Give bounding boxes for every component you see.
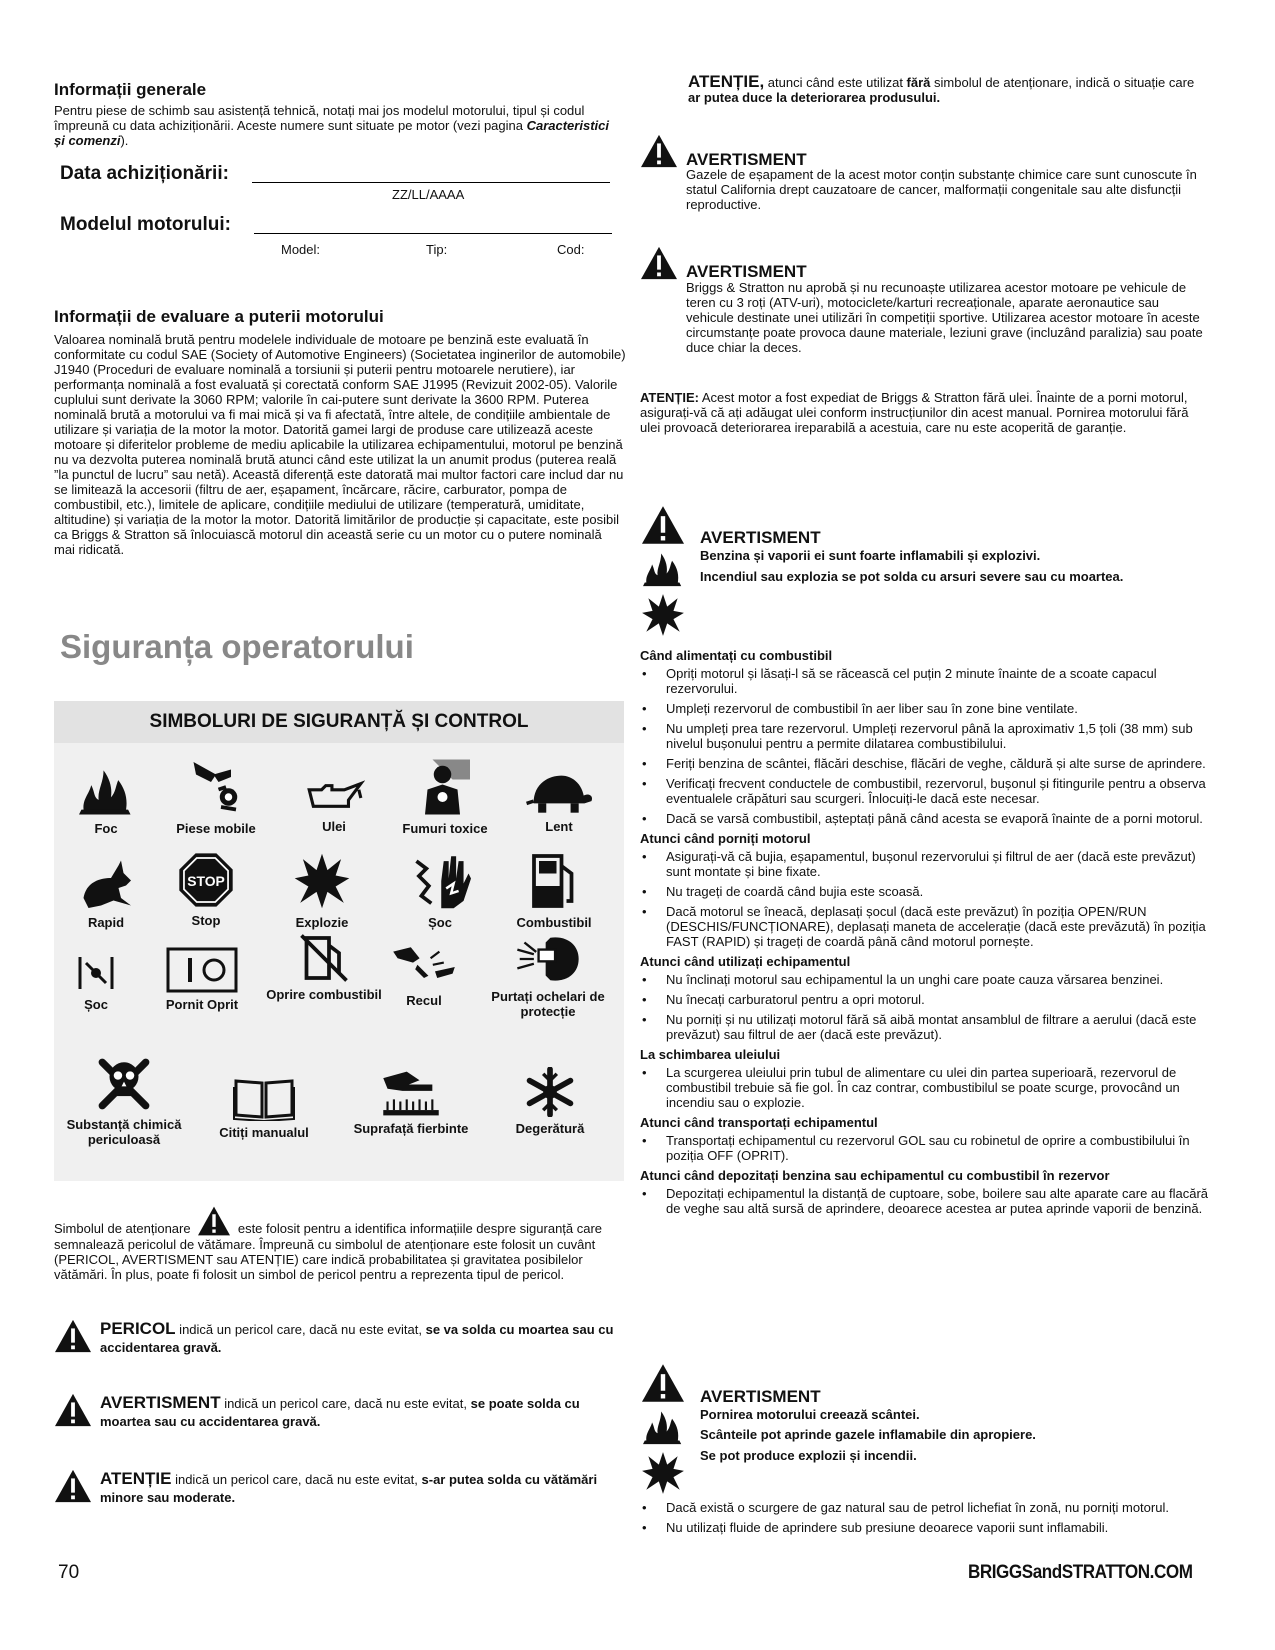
manual-book-icon	[232, 1077, 296, 1121]
fuel-shutoff-icon	[299, 933, 349, 983]
list-item: • Nu trageți de coardă când bujia este scoasă.	[640, 884, 1210, 899]
electric-shock-icon	[409, 851, 471, 911]
warning4-title: AVERTISMENT	[700, 1387, 821, 1406]
group-oil-title: La schimbarea uleiului	[640, 1047, 781, 1062]
group-start-list	[640, 849, 1210, 949]
alert-symbol-text: Simbolul de atenționare este folosit pentru a identifica informațiile despre siguranță care semnalează pericolul de vătămare. Împreună cu simbolul de atenționare este folosit un cuvânt (PERICOL, AVERTISMENT sau ATENȚIE) care indică probabilitatea și gravitatea posibilelor vătămări. În plus, poate fi folosit un simbol de pericol pentru a reprezenta tipul de pericol.	[54, 1205, 622, 1282]
group-start-title: Atunci când porniți motorul	[640, 831, 811, 846]
warning4-explosion-icon	[640, 1450, 686, 1496]
list-item: • Asigurați-vă că bujia, eșapamentul, bușonul rezervorului și filtrul de aer (dacă este prevăzut) sunt montate și bine fixate.	[640, 849, 1210, 879]
list-item: • Nu umpleți prea tare rezervorul. Umpleți rezervorul până la aproximativ 1,5 țoli (38 mm) sub nivelul bușonului pentru a permite dilatarea combustibilului.	[640, 721, 1210, 751]
symbol-eye-protection: Purtați ochelari de protecție	[474, 933, 622, 1019]
oil-caution: ATENȚIE: Acest motor a fost expediat de Briggs & Stratton fără ulei. Înainte de a porni motorul, asigurați-vă că ați adăugat ulei conform instrucțiunilor din acest manual. Pornirea motorului fără ulei provoacă deteriorarea ireparabilă a acestuia, care nu este acoperită de garanție.	[640, 390, 1189, 435]
purchase-date-label: Data achiziționării:	[60, 163, 229, 184]
group-refuel-title: Când alimentați cu combustibil	[640, 648, 833, 663]
warning3-fire-icon	[640, 548, 686, 588]
list-item: • Nu înecați carburatorul pentru a opri motorul.	[640, 992, 1210, 1007]
group-storage-title: Atunci când depozitați benzina sau echipamentul cu combustibil în rezervor	[640, 1168, 1110, 1183]
warning4-fire-icon	[640, 1406, 686, 1446]
caution-no-alert: ATENȚIE, atunci când este utilizat fără simbolul de atenționare, indică o situație care ar putea duce la deteriorarea produsului.	[688, 72, 1195, 105]
explosion-icon	[292, 851, 352, 911]
on-off-icon	[166, 947, 238, 993]
snowflake-icon	[525, 1067, 575, 1117]
warning1-title: AVERTISMENT	[686, 150, 807, 169]
warning4-line1: Pornirea motorului creează scântei.	[700, 1407, 920, 1422]
alert-symbol-icon	[196, 1205, 232, 1237]
hot-surface-icon	[379, 1069, 443, 1117]
group-oil-list	[640, 1065, 1210, 1110]
symbol-moving-parts: Piese mobile	[164, 757, 268, 836]
list-item: • Nu înclinați motorul sau echipamentul la un unghi care poate cauza vărsarea benzinei.	[640, 972, 1210, 987]
symbol-fuel: Combustibil	[492, 851, 616, 930]
skull-crossbones-icon	[95, 1055, 153, 1113]
warning2-text: Briggs & Stratton nu aprobă și nu recunoaște utilizarea acestor motoare pe vehicule de teren cu 3 roți (ATV-uri), motociclete/karturi recreaționale, aparate aeronautice sau vehicule destinate unei utilizări în competiții sportive. Utilizarea acestor motoare în aceste circumstanțe poate provoca daune materiale, leziuni grave (incluzând paralizia) sau poate duce chiar la deces.	[686, 280, 1203, 355]
warning1-alert-icon	[640, 133, 678, 169]
rating-text: Valoarea nominală brută pentru modelele individuale de motoare pe benzină este evaluată în conformitate cu codul SAE (Society of Automotive Engineers) (Societatea inginerilor de automobile) J1940 (Proceduri de evaluare nominală a torsiunii și puterii pentru motoarele nerutiere), iar performanța nominală a fost evaluată și corectată conform SAE J1995 (Revizuit 2002-05). Valorile cuplului sunt derivate la 3060 RPM; valorile în cai-putere sunt derivate la 3600 RPM. Puterea nominală brută a motorului va fi mai mică și va fi afectată, între altele, de condițiile ambientale de utilizare și variația de la motor la motor. Datorită gamei largi de produse care utilizează aceste motoare și diferitelor probleme de mediu aplicabile la utilizarea echipamentului, motorul pe benzină nu va dezvolta puterea nominală brută atunci când este utilizat la un anumit produs (puterea reală ”la punctul de lucru” sau netă). Această diferență este datorată mai multor factori care includ dar nu se limitează la accesorii (filtru de aer, eșapament, încărcare, răcire, carburator, pompa de combustibil, etc.), limitele de aplicare, condițiile mediului de utilizare (temperatură, umiditate, altitudine) și variația de la motor la motor. Datorită limitărilor de producție și capacitate, este posibil ca Briggs & Stratton să înlocuiască motorul din această serie cu un motor cu o putere nominală mai ridicată.	[54, 332, 626, 557]
symbol-stop: STOP Stop	[154, 851, 258, 928]
oil-can-icon	[303, 779, 365, 815]
warning3-line2: Incendiul sau explozia se pot solda cu arsuri severe sau cu moartea.	[700, 569, 1124, 584]
model-sublabel: Model:	[281, 242, 321, 257]
symbols-header: SIMBOLURI DE SIGURANȚĂ ȘI CONTROL	[54, 701, 624, 743]
group-operate-title: Atunci când utilizați echipamentul	[640, 954, 851, 969]
warning2-title: AVERTISMENT	[686, 262, 807, 281]
symbol-toxic-fumes: Fumuri toxice	[389, 757, 501, 836]
general-text: Pentru piese de schimb sau asistență tehnică, notați mai jos modelul motorului, tipul și codul împreună cu data achiziționării. Aceste numere sunt situate pe motor (vezi pagina Caracteristici și comenzi).	[54, 103, 609, 148]
choke-icon	[76, 953, 116, 993]
fire-icon	[74, 763, 138, 817]
date-format: ZZ/LL/AAAA	[392, 187, 465, 202]
symbol-shock: Șoc	[390, 851, 490, 930]
group-storage-list	[640, 1186, 1210, 1216]
warning4-line2: Scânteile pot aprinde gazele inflamabile din apropiere.	[700, 1427, 1036, 1442]
group-transport-list	[640, 1133, 1210, 1163]
list-item: • Dacă există o scurgere de gaz natural sau de petrol lichefiat în zonă, nu porniți motorul.	[640, 1500, 1210, 1515]
warning2-alert-icon	[640, 245, 678, 281]
stop-sign-icon	[177, 851, 235, 909]
symbol-fire: Foc	[54, 763, 158, 836]
engine-model-label: Modelul motorului:	[60, 214, 231, 235]
list-item: • La scurgerea uleiului prin tubul de alimentare cu ulei din partea superioară, rezervorul de combustibil trebuie să fie gol. În caz contrar, combustibilul se poate scurge, provocând un incendiu sau o explozie.	[640, 1065, 1210, 1110]
fuel-pump-icon	[529, 851, 579, 911]
warning3-title: AVERTISMENT	[700, 528, 821, 547]
list-item: • Opriți motorul și lăsați-l să se răcească cel puțin 2 minute înainte de a scoate capacul rezervorului.	[640, 666, 1210, 696]
caution-alert-icon	[54, 1468, 92, 1504]
symbol-choke: Șoc	[54, 953, 138, 1012]
engine-model-line	[254, 233, 612, 234]
svg-text:STOP: STOP	[187, 872, 225, 889]
final-list	[640, 1500, 1210, 1540]
warning3-line1: Benzina și vaporii ei sunt foarte inflamabili și explozivi.	[700, 548, 1041, 563]
rabbit-icon	[76, 855, 136, 911]
code-sublabel: Cod:	[557, 242, 585, 257]
safety-groups	[640, 646, 1210, 1221]
symbol-slow: Lent	[509, 771, 609, 834]
page-number: 70	[58, 1562, 80, 1583]
moving-parts-icon	[188, 757, 244, 817]
list-item: • Depozitați echipamentul la distanță de cuptoare, sobe, boilere sau alte aparate care au flacără de veghe sau altă sursă de aprindere, deoarece acestea ar putea aprinde vaporii de benzină.	[640, 1186, 1210, 1216]
rating-title: Informații de evaluare a puterii motorului	[54, 307, 384, 326]
safety-goggles-icon	[515, 933, 581, 985]
toxic-fumes-icon	[415, 757, 475, 817]
kickback-icon	[391, 945, 457, 989]
list-item: • Nu utilizați fluide de aprindere sub presiune deoarece vaporii sunt inflamabili.	[640, 1520, 1210, 1535]
symbols-panel	[54, 701, 624, 1181]
symbol-fast: Rapid	[54, 855, 158, 930]
warning3-alert-icon	[640, 504, 686, 546]
symbol-on-off: Pornit Oprit	[148, 947, 256, 1012]
warning-alert-icon	[54, 1392, 92, 1428]
general-title: Informații generale	[54, 80, 207, 99]
turtle-icon	[524, 771, 594, 815]
group-operate-list	[640, 972, 1210, 1042]
symbol-explosion: Explozie	[270, 851, 374, 930]
warning3-explosion-icon	[640, 592, 686, 638]
list-item: • Feriți benzina de scântei, flăcări deschise, flăcări de veghe, căldură și alte surse de aprindere.	[640, 756, 1210, 771]
section-title: Siguranța operatorului	[60, 628, 414, 665]
warning4-alert-icon	[640, 1362, 686, 1404]
list-item: • Nu porniți și nu utilizați motorul fără să aibă montat ansamblul de filtrare a aerului (dacă este prevăzut) sau filtrul de aer (dacă este prevăzut).	[640, 1012, 1210, 1042]
danger-alert-icon	[54, 1318, 92, 1354]
symbol-oil: Ulei	[284, 779, 384, 834]
group-transport-title: Atunci când transportați echipamentul	[640, 1115, 878, 1130]
list-item: • Transportați echipamentul cu rezervorul GOL sau cu robinetul de oprire a combustibilului în poziția OFF (OPRIT).	[640, 1133, 1210, 1163]
purchase-date-line	[252, 182, 610, 183]
list-item: • Dacă se varsă combustibil, așteptați până când acesta se evaporă înainte de a porni motorul.	[640, 811, 1210, 826]
symbol-hazardous-chemical: Substanță chimică periculoasă	[54, 1055, 194, 1147]
list-item: • Verificați frecvent conductele de combustibil, rezervorul, bușonul și fitingurile pentru a observa eventualele crăpături sau scurgeri. Înlocuiți-le dacă este necesar.	[640, 776, 1210, 806]
list-item: • Dacă motorul se îneacă, deplasați șocul (dacă este prevăzut) în poziția OPEN/RUN (DESCHIS/FUNCȚIONARE), deplasați maneta de accelerație (dacă este prevăzută) în poziția FAST (RAPID) și trageți de coardă până când motorul pornește.	[640, 904, 1210, 949]
symbol-kickback: Recul	[374, 945, 474, 1008]
symbol-read-manual: Citiți manualul	[204, 1077, 324, 1140]
warning1-text: Gazele de eșapament de la acest motor conțin substanțe chimice care sunt cunoscute în statul California drept cauzatoare de cancer, malformații congenitale sau alte disfuncții reproductive.	[686, 167, 1197, 212]
symbol-fuel-shutoff: Oprire combustibil	[264, 933, 384, 1002]
warning4-line3: Se pot produce explozii și incendii.	[700, 1448, 917, 1463]
list-item: • Umpleți rezervorul de combustibil în aer liber sau în zone bine ventilate.	[640, 701, 1210, 716]
type-sublabel: Tip:	[426, 242, 448, 257]
symbol-frostbite: Degerătură	[490, 1067, 610, 1136]
symbol-hot-surface: Suprafață fierbinte	[336, 1069, 486, 1136]
brand-url: BRIGGSandSTRATTON.COM	[968, 1562, 1193, 1583]
group-refuel-list	[640, 666, 1210, 826]
